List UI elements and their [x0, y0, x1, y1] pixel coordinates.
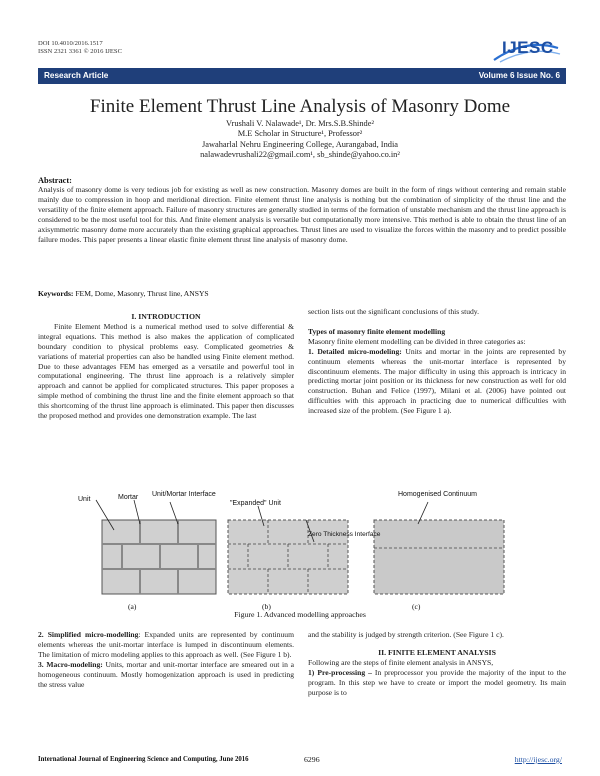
- fea-intro: Following are the steps of finite element analysis in ANSYS,: [308, 657, 494, 667]
- figure-a-wall: [96, 500, 216, 594]
- abstract-heading: Abstract:: [38, 176, 72, 185]
- label-expanded: "Expanded" Unit: [230, 500, 281, 507]
- types-text: Masonry finite element modelling can be divided in three categories as:: [308, 336, 526, 346]
- header-meta: [38, 40, 122, 56]
- keywords-label: Keywords:: [38, 289, 74, 298]
- footer-journal: International Journal of Engineering Science and Computing, June 2016: [38, 756, 249, 763]
- college-line: Jawaharlal Nehru Engineering College, Aurangabad, India: [201, 140, 399, 149]
- right-column-top: [308, 307, 566, 416]
- figure-c-continuum: [374, 502, 504, 594]
- left-column-top: [38, 312, 294, 421]
- intro-heading: I. INTRODUCTION: [131, 312, 201, 321]
- detailed-label: 1. Detailed micro-modeling:: [308, 346, 402, 356]
- article-type: Research Article: [44, 71, 109, 80]
- authors-line: Vrushali V. Nalawade¹, Dr. Mrs.S.B.Shinde²: [226, 119, 374, 128]
- footer-url-link[interactable]: http://ijesc.org/: [514, 755, 562, 764]
- abstract-text: Analysis of masonry dome is very tedious job for existing as well as new construction. Masonry domes are built in the form of rings without centering and remain stable mainly due to compression in hoop and meridional direction. Finite element thrust line analysis is nothing but the combination of simplicity of the thrust line and the versatility of the finite element approach. Failure of masonry structures are generally studied in terms of the formation of unstable mechanism and the thrust line approach is considered to be the most useful tool for this. And finite element analysis is versatile but computationally more intensive. This method is able to obtain the thrust line of an axisymmetric masonry dome more accurately than the existing graphical approaches. Thrust lines are used to visualize the forces within the masonry and to predict possible failure modes. This paper presents a linear elastic finite element thrust line analysis of masonry dome.: [38, 185, 566, 244]
- simplified-text: : Expanded units are represented by continuum elements whereas the unit-mortar interface is lumped in discontinuum elements. The limitation of micro modeling applies to this approach as well. (See Figure 1 b).: [38, 630, 294, 659]
- macro-text: Units, mortar and unit-mortar interface are smeared out in a homogeneous continuum. Mostly homogenization approach is used in predicting the stress value: [38, 659, 294, 689]
- right-bottom-text: and the stability is judged by strength criterion. (See Figure 1 c).: [308, 630, 504, 639]
- keywords-text: FEM, Dome, Masonry, Thrust line, ANSYS: [73, 289, 209, 298]
- pre-label: 1) Pre-processing –: [308, 667, 372, 677]
- figure-title: Figure 1. Advanced modelling approaches: [234, 610, 366, 619]
- macro-label: 3. Macro-modeling:: [38, 659, 103, 669]
- volume-issue: Volume 6 Issue No. 6: [478, 71, 560, 80]
- issn-text: ISSN 2321 3361 © 2016 IJESC: [38, 48, 122, 55]
- label-zero-thickness: Zero Thickness Interface: [308, 531, 381, 538]
- figure-1: [78, 480, 558, 622]
- article-bar: [38, 68, 566, 84]
- figure-b-wall: [228, 506, 348, 594]
- intro-text: Finite Element Method is a numerical method used to solve differential & integral equations. This method is also makes the application of complicated boundary condition to physical problems easy. Complicated geometries & variations of material properties can also be handled using Finite element method. Due to these advantages FEM has emerged as a versatile and powerful tool in computational engineering. The thrust line approach is a relatively simpler approach and cannot be applied for complicated structures. This paper proposes a simple method of combining the thrust line and the finite element approach so that this shortcoming of the thrust line approach is eliminated. This paper then discusses the proposed method and provides one demonstration example. The last: [38, 321, 294, 421]
- affiliation-line: M.E Scholar in Structure¹, Professor²: [237, 129, 363, 138]
- left-column-bottom: [38, 630, 294, 689]
- fea-heading: II. FINITE ELEMENT ANALYSIS: [378, 647, 496, 657]
- label-interface: Unit/Mortar Interface: [152, 491, 216, 498]
- caption-a: (a): [128, 602, 137, 611]
- keywords: [38, 289, 209, 298]
- right-column-bottom: [308, 630, 566, 697]
- journal-logo-text: IJESC: [502, 38, 554, 57]
- right-top-text: section lists out the significant conclusions of this study.: [308, 307, 479, 316]
- label-unit: Unit: [78, 496, 91, 503]
- paper-title: Finite Element Thrust Line Analysis of Masonry Dome: [89, 96, 511, 117]
- doi-text: DOI 10.4010/2016.1517: [38, 40, 103, 47]
- types-heading: Types of masonry finite element modelling: [308, 326, 446, 336]
- label-homogenised: Homogenised Continuum: [398, 491, 477, 498]
- detailed-text: Units and mortar in the joints are represented by continuum elements whereas the unit-mortar interface is represented by discontinuum elements. The major difficulty in using this approach is intricacy in predicting mortar joint position or its thickness for new construction as well for old construction. Buhan and Felice (1997), Milani et al. (2006) have pointed out difficulties with this approach in practicing due to numerical difficulties with increased size of the problem. (See Figure 1 a).: [308, 346, 566, 416]
- caption-c: (c): [412, 602, 421, 611]
- simplified-label: 2. Simplified micro-modelling: [38, 630, 139, 639]
- footer-page-number: 6296: [304, 755, 320, 764]
- email-line: nalawadevrushali22@gmail.com¹, sb_shinde@yahoo.co.in²: [200, 150, 400, 159]
- label-mortar: Mortar: [118, 494, 139, 501]
- pre-text: In preprocessor you provide the majority of the input to the program. In this step we have to create or import the model geometry. Its main purpose is to: [308, 667, 566, 697]
- caption-b: (b): [262, 602, 271, 611]
